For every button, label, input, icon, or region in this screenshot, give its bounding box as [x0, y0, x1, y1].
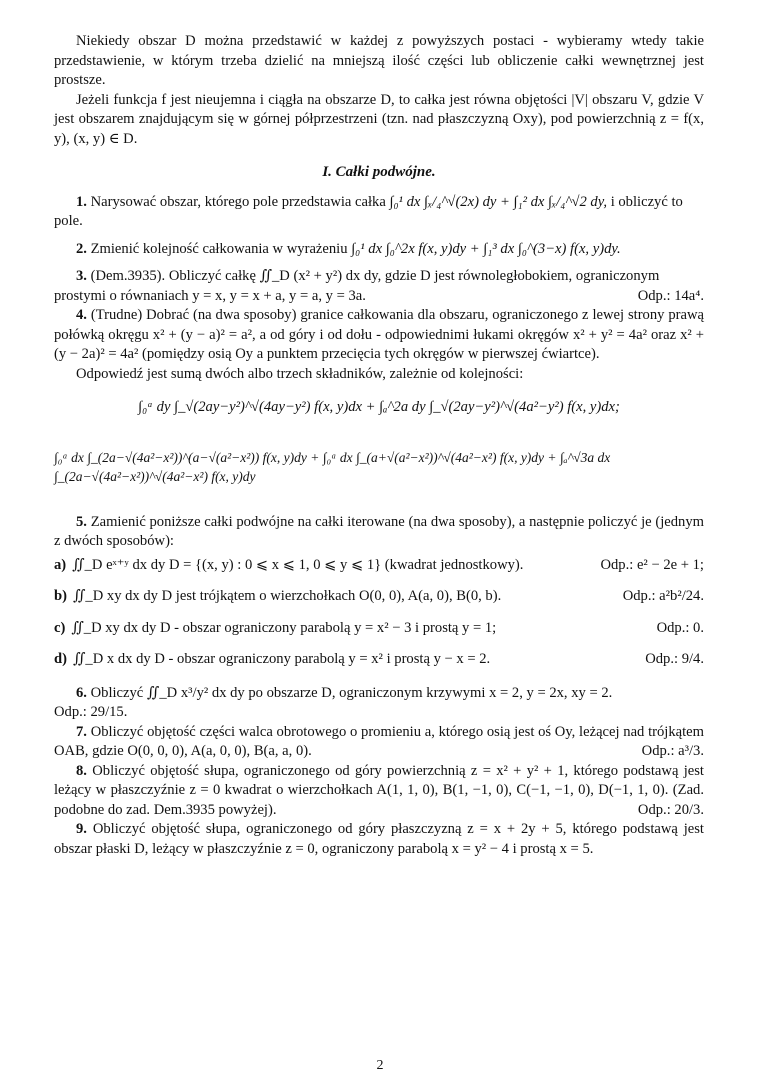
problem-1-tail: i obliczyć to — [610, 193, 683, 210]
problem-5a — [54, 556, 704, 576]
problem-5a-text: ∬_D eˣ⁺ʸ dx dy D = {(x, y) : 0 ⩽ x ⩽ 1, 0 ⩽ y ⩽ 1} (kwadrat jednostkowy). — [72, 556, 524, 573]
problem-6-answer: Odp.: 29/15. — [54, 704, 128, 720]
problem-5-text: Zamienić poniższe całki podwójne na całki iterowane (na dwa sposoby), a następnie policzyć je (jednym z dwóch sposobów): — [54, 513, 705, 549]
problem-4-text-2: Odpowiedź jest sumą dwóch albo trzech składników, zależnie od kolejności: — [76, 365, 524, 382]
problem-4-text: (Trudne) Dobrać (na dwa sposoby) granice całkowania dla obszaru, ograniczonego z lewej strony prawą połówką okręgu x² + (y − a)² = a², a od góry i od dołu - odpowiednimi łukami okręgów x² + y² = 4a² oraz x² + (y − 2a)² = 4a² (pomiędzy osią Oy a punktem przecięcia tych okręgów w pierwszej ćwiartce). — [54, 307, 705, 362]
problem-4-formula-2-text: ∫₀ᵃ dx ∫_(2a−√(4a²−x²))^(a−√(a²−x²)) f(x, y)dy + ∫₀ᵃ dx ∫_(a+√(a²−x²))^√(4a²−x²) f(x, y)dy + ∫ₐ^√3a dx ∫_(2a−√(4a²−x²))^√(4a²−x²) f(x, y)dy — [54, 449, 611, 484]
problem-7-answer: Odp.: a³/3. — [641, 743, 704, 759]
problem-5b-answer: Odp.: a²b²/24. — [622, 588, 704, 604]
problem-9-text: Obliczyć objętość słupa, ograniczonego od góry płaszczyzną z = x + 2y + 5, którego podstawą jest obszar płaski D, leżący w płaszczyźnie z = 0, ograniczony parabolą x = y² − 4 i prostą x = 5. — [54, 821, 704, 857]
problem-5b-text: ∬_D xy dx dy D jest trójkątem o wierzchołkach O(0, 0), A(a, 0), B(0, b). — [72, 588, 502, 604]
problem-8 — [54, 762, 704, 821]
problem-5c-text: ∬_D xy dx dy D - obszar ograniczony parabolą y = x² − 3 i prostą y = 1; — [71, 619, 497, 636]
problem-7-number: 7. — [76, 723, 87, 740]
problem-5b-label: b) — [54, 588, 67, 604]
problem-2 — [54, 240, 704, 260]
problem-8-number: 8. — [76, 762, 87, 779]
problem-7 — [54, 723, 704, 762]
problem-2-number: 2. — [76, 240, 87, 257]
problem-1 — [54, 193, 704, 213]
problem-5d — [54, 650, 704, 670]
problem-5a-answer: Odp.: e² − 2e + 1; — [600, 556, 704, 573]
problem-5d-answer: Odp.: 9/4. — [645, 651, 704, 667]
problem-3 — [54, 267, 704, 287]
problem-5d-text: ∬_D x dx dy D - obszar ograniczony parabolą y = x² i prostą y − x = 2. — [72, 651, 491, 667]
problem-9-number: 9. — [76, 821, 87, 837]
problem-5c-label: c) — [54, 619, 66, 636]
problem-1-formula: ∫₀¹ dx ∫ₓ/₄^√(2x) dy + ∫₁² dx ∫ₓ/₄^√2 dy, — [389, 193, 608, 210]
problem-3-line-2 — [54, 287, 704, 307]
problem-3-text: (Dem.3935). Obliczyć całkę ∬_D (x² + y²) dx dy, gdzie D jest równoległobokiem, ograniczonym — [90, 268, 660, 284]
problem-5a-label: a) — [54, 556, 67, 573]
problem-2-formula: ∫₀¹ dx ∫₀^2x f(x, y)dy + ∫₁³ dx ∫₀^(3−x) f(x, y)dy. — [351, 240, 621, 257]
problem-4-number: 4. — [76, 307, 87, 323]
problem-8-answer: Odp.: 20/3. — [637, 801, 704, 818]
problem-7-text: Obliczyć objętość części walca obrotowego o promieniu a, którego osią jest oś Oy, leżącej nad trójkątem OAB, gdzie O(0, 0, 0), A(a, 0, 0), B(a, a, 0). — [54, 723, 704, 759]
problem-2-text: Zmienić kolejność całkowania w wyrażeniu — [90, 240, 348, 257]
problem-6-text: Obliczyć ∬_D x³/y² dx dy po obszarze D, ograniczonym krzywymi x = 2, y = 2x, xy = 2. — [90, 684, 613, 701]
problem-6 — [54, 684, 704, 704]
problem-1-end: pole. — [54, 213, 83, 229]
page-number: 2 — [376, 1058, 384, 1073]
problem-5-number: 5. — [76, 513, 87, 530]
problem-1-text: Narysować obszar, którego pole przedstawia całka — [90, 193, 386, 210]
problem-3-text-2: prostymi o równaniach y = x, y = x + a, y = a, y = 3a. — [54, 287, 366, 304]
problem-4-formula-1-text: ∫₀ᵃ dy ∫_√(2ay−y²)^√(4ay−y²) f(x, y)dx + ∫ₐ^2a dy ∫_√(2ay−y²)^√(4a²−y²) f(x, y)dx; — [138, 399, 620, 415]
problem-9 — [54, 820, 704, 859]
intro-paragraph-1: Niekiedy obszar D można przedstawić w każdej z powyższych postaci - wybieramy wtedy takie przedstawienie, w którym trzeba dzielić na mniejszą ilość części lub obliczenie całki wewnętrznej jest prostsze. — [54, 33, 704, 88]
intro-paragraph-2: Jeżeli funkcja f jest nieujemna i ciągła na obszarze D, to całka jest równa objętości |V| obszaru V, gdzie V jest obszarem znajdującym się w górnej półprzestrzeni (tzn. nad płaszczyzną Oxy), pod powierzchnią z = f(x, y), (x, y) ∈ D. — [54, 91, 704, 147]
problem-4-formula-1 — [54, 398, 704, 418]
section-title: I. Całki podwójne. — [322, 164, 436, 180]
problem-8-text: Obliczyć objętość słupa, ograniczonego od góry powierzchnią z = x² + y² + 1, którego podstawą jest leżący w płaszczyźnie z = 0 kwadrat o wierzchołkach A(1, 1, 0), B(1, −1, 0), C(−1, −1, 0), D(−1, 1, 0). (Zad. podobne do zad. Dem.3935 powyżej). — [54, 762, 704, 818]
problem-4-formula-2 — [54, 448, 704, 487]
problem-3-number: 3. — [76, 268, 87, 284]
problem-1-number: 1. — [76, 193, 87, 210]
problem-5b — [54, 587, 704, 607]
problem-5 — [54, 513, 704, 552]
problem-5c — [54, 619, 704, 639]
problem-5c-answer: Odp.: 0. — [656, 619, 704, 636]
document-page — [54, 32, 704, 859]
problem-3-answer: Odp.: 14a⁴. — [637, 287, 704, 304]
problem-5d-label: d) — [54, 651, 67, 667]
problem-4 — [54, 306, 704, 365]
problem-6-number: 6. — [76, 684, 87, 701]
